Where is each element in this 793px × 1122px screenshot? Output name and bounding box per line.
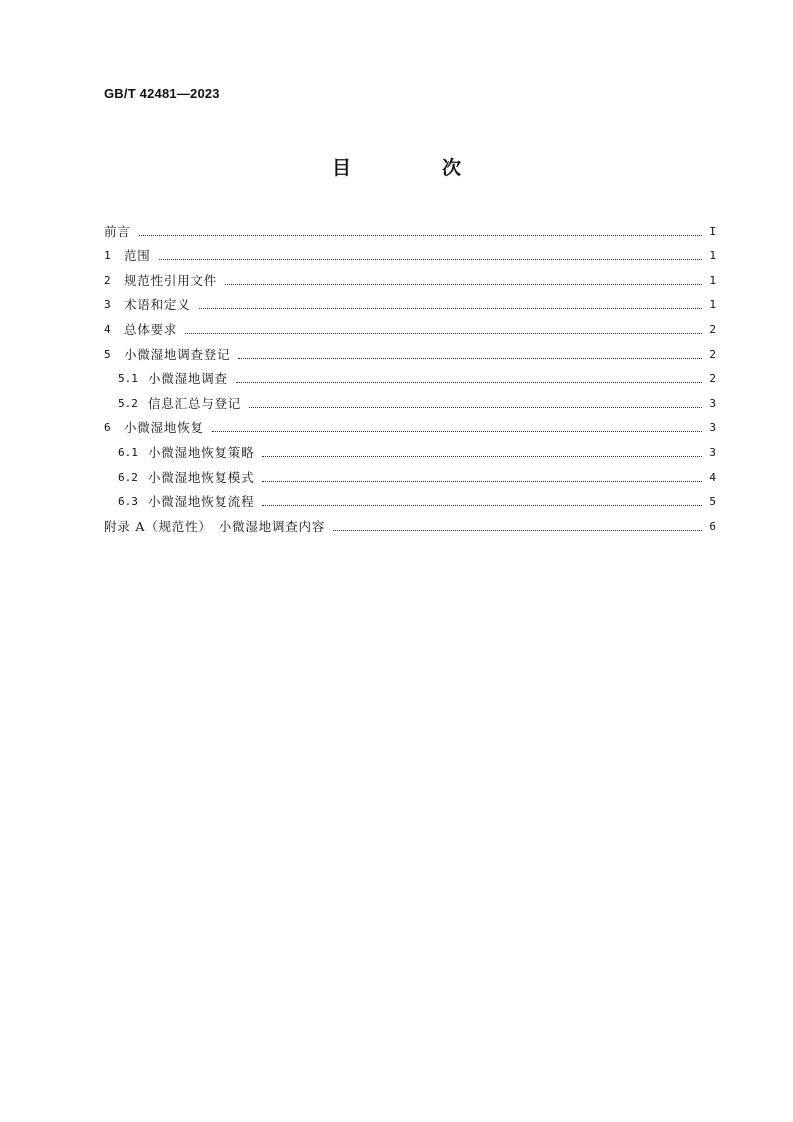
toc-entry-page: 5 xyxy=(709,495,716,509)
toc-entry-label: 术语和定义 xyxy=(124,297,191,313)
toc-entry-page: 3 xyxy=(709,445,716,459)
dot-leader xyxy=(185,333,702,334)
dot-leader xyxy=(249,407,702,408)
toc-entry-number: 3 xyxy=(104,298,111,312)
toc-entry-label: 小微湿地恢复流程 xyxy=(148,494,255,510)
toc-entry-label: 小微湿地调查登记 xyxy=(124,346,231,362)
toc-entry-general-requirements[interactable] xyxy=(104,313,716,338)
toc-entry-page: 1 xyxy=(709,249,716,263)
toc-entry-number: 6.1 xyxy=(118,445,138,459)
dot-leader xyxy=(333,530,702,531)
dot-leader xyxy=(262,456,702,457)
toc-entry-label: 小微湿地调查 xyxy=(148,371,228,387)
standard-code: GB/T 42481—2023 xyxy=(104,86,220,101)
toc-entry-label: 小微湿地恢复策略 xyxy=(148,444,255,460)
toc-entry-restoration-strategy[interactable] xyxy=(104,436,716,461)
toc-entry-number: 6.2 xyxy=(118,470,138,484)
dot-leader xyxy=(139,235,702,236)
toc-entry-survey[interactable] xyxy=(104,363,716,388)
dot-leader xyxy=(238,358,702,359)
toc-entry-foreword[interactable] xyxy=(104,215,716,240)
toc-entry-label: 小微湿地恢复 xyxy=(124,420,204,436)
toc-entry-survey-registration[interactable] xyxy=(104,338,716,363)
toc-entry-label: 范围 xyxy=(124,248,151,264)
toc-entry-label: 总体要求 xyxy=(124,321,178,337)
toc-entry-page: 1 xyxy=(709,273,716,287)
toc-entry-page: 4 xyxy=(709,470,716,484)
toc-entry-page: 6 xyxy=(709,519,716,533)
dot-leader xyxy=(236,382,702,383)
toc-entry-normative-references[interactable] xyxy=(104,264,716,289)
toc-entry-page: 2 xyxy=(709,372,716,386)
toc-entry-number: 4 xyxy=(104,322,111,336)
toc-entry-scope[interactable] xyxy=(104,240,716,265)
toc-entry-label: 前言 xyxy=(104,223,131,239)
dot-leader xyxy=(262,481,702,482)
toc-entry-number: 5 xyxy=(104,347,111,361)
toc-entry-summary-registration[interactable] xyxy=(104,387,716,412)
toc-entry-number: 5.1 xyxy=(118,372,138,386)
toc-entry-page: 1 xyxy=(709,298,716,312)
toc-entry-restoration-mode[interactable] xyxy=(104,461,716,486)
dot-leader xyxy=(212,431,702,432)
toc-entry-restoration-process[interactable] xyxy=(104,486,716,511)
toc-entry-page: 3 xyxy=(709,421,716,435)
toc-entry-label: 规范性引用文件 xyxy=(124,272,218,288)
page-title: 目 次 xyxy=(331,157,497,179)
dot-leader xyxy=(225,284,702,285)
toc-entry-page: 3 xyxy=(709,396,716,410)
toc-entry-number: 6.3 xyxy=(118,495,138,509)
toc-entry-label: 信息汇总与登记 xyxy=(148,395,242,411)
toc-entry-page: 2 xyxy=(709,347,716,361)
toc-entry-number: 5.2 xyxy=(118,396,138,410)
toc-entry-number: 6 xyxy=(104,421,111,435)
dot-leader xyxy=(262,505,702,506)
toc-entry-restoration[interactable] xyxy=(104,412,716,437)
toc-entry-terms-definitions[interactable] xyxy=(104,289,716,314)
dot-leader xyxy=(159,259,702,260)
toc-entry-number: 2 xyxy=(104,273,111,287)
toc-entry-number: 1 xyxy=(104,249,111,263)
toc-entry-page: 2 xyxy=(709,322,716,336)
toc-entry-label: 附录 A（规范性） 小微湿地调查内容 xyxy=(104,518,326,534)
toc-entry-label: 小微湿地恢复模式 xyxy=(148,469,255,485)
toc-entry-appendix-a[interactable] xyxy=(104,510,716,535)
table-of-contents xyxy=(104,215,716,535)
toc-entry-page: I xyxy=(709,224,716,238)
dot-leader xyxy=(199,308,702,309)
